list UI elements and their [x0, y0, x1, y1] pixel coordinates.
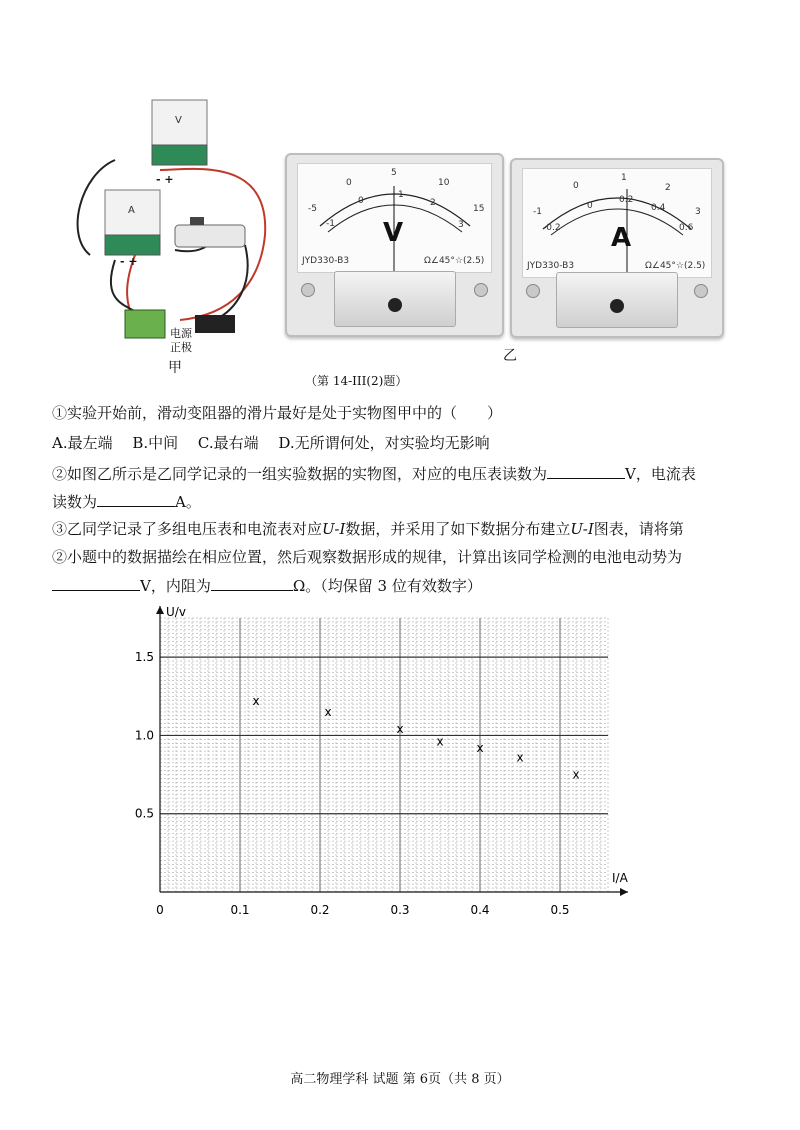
- q2-text-c: 读数为: [52, 493, 98, 511]
- a-bot-2: 0.2: [619, 195, 634, 205]
- q2-text-b: V，电流表: [625, 465, 696, 483]
- y-tick-label: 1.5: [134, 650, 154, 665]
- y-axis-label: U/v: [166, 605, 186, 619]
- zero-adjust-knob: [388, 298, 402, 312]
- ammeter-adjuster-window: [556, 272, 678, 328]
- q3-text-e: Ω。（均保留 3 位有效数字）: [292, 577, 482, 595]
- q2-text-d: A。: [175, 493, 201, 511]
- v-top-2: 5: [391, 168, 397, 178]
- graph-grid: [160, 618, 608, 892]
- q2-text-a: ②如图乙所示是乙同学记录的一组实验数据的实物图，对应的电压表读数为: [52, 465, 548, 483]
- power-label-2: 正极: [170, 341, 192, 354]
- ammeter-terminal-label: - +: [120, 255, 138, 268]
- a-top-2: 1: [621, 173, 627, 183]
- question-1-options: A.最左端 B.中间 C.最右端 D.无所谓何处，对实验均无影响: [52, 434, 490, 452]
- a-bot-3: 0.4: [651, 203, 666, 213]
- page-footer: 高二物理学科 试题 第 6页（共 8 页）: [290, 1072, 510, 1087]
- a-bot-0: -0.2: [543, 223, 561, 233]
- x-tick-label: 0: [156, 903, 164, 917]
- question-3-line-2: ②小题中的数据描绘在相应位置，然后观察数据形成的规律，计算出该同学检测的电池电动势为: [52, 548, 683, 566]
- ammeter-spec: Ω∠45°☆(2.5): [645, 261, 706, 271]
- a-bot-1: 0: [587, 201, 593, 211]
- y-tick-label: 1.0: [134, 728, 154, 743]
- resistance-answer-blank[interactable]: [211, 574, 293, 591]
- q3-text-d: V，内阻为: [140, 577, 211, 595]
- figure-jia: [60, 85, 275, 375]
- y-tick-label: 0.5: [134, 806, 154, 821]
- data-point-marker: x: [572, 767, 580, 782]
- q3-text-c: 图表，请将第: [593, 520, 684, 538]
- emf-answer-blank[interactable]: [52, 574, 140, 591]
- x-axis-label: I/A: [612, 871, 628, 885]
- question-1: ①实验开始前，滑动变阻器的滑片最好是处于实物图甲中的（ ）: [52, 404, 503, 422]
- current-answer-blank[interactable]: [97, 490, 175, 507]
- voltmeter-spec: Ω∠45°☆(2.5): [424, 256, 485, 266]
- meter-voltmeter: [285, 153, 504, 337]
- voltmeter-symbol-big: V: [383, 218, 404, 248]
- v-bot-4: 3: [458, 220, 464, 230]
- a-top-4: 3: [695, 207, 701, 217]
- v-top-3: 10: [438, 178, 450, 188]
- x-tick-label: 0.5: [550, 903, 570, 917]
- v-top-0: -5: [308, 204, 317, 214]
- voltmeter-terminal-label: - +: [156, 173, 174, 186]
- voltmeter-adjuster-window: [334, 271, 456, 327]
- data-point-marker: x: [476, 740, 484, 755]
- v-top-1: 0: [346, 178, 352, 188]
- ui-graph: [120, 600, 640, 920]
- ammeter-symbol: A: [128, 205, 135, 216]
- circuit-photo: [60, 85, 275, 375]
- a-bot-4: 0.6: [679, 223, 694, 233]
- voltage-answer-blank[interactable]: [547, 462, 625, 479]
- q3-text-a: ③乙同学记录了多组电压表和电流表对应: [52, 520, 323, 538]
- v-top-4: 15: [473, 204, 485, 214]
- terminal-screw: [301, 283, 315, 297]
- question-3-line-3: [52, 574, 482, 597]
- question-2-line-2: [52, 490, 201, 513]
- figure-yi-label: 乙: [503, 348, 517, 364]
- data-point-marker: x: [324, 704, 332, 719]
- data-point-marker: x: [436, 734, 444, 749]
- x-tick-label: 0.4: [470, 903, 490, 917]
- data-point-marker: x: [396, 722, 404, 737]
- voltmeter-model: JYD330-B3: [302, 256, 350, 266]
- power-label-1: 电源: [170, 327, 192, 340]
- ammeter-face: [522, 168, 712, 278]
- v-bot-0: -1: [326, 219, 335, 229]
- ammeter-symbol-big: A: [611, 223, 632, 253]
- data-point-marker: x: [252, 693, 260, 708]
- ammeter-model: JYD330-B3: [527, 261, 575, 271]
- terminal-screw: [526, 284, 540, 298]
- a-top-3: 2: [665, 183, 671, 193]
- graph-tick-labels: [135, 605, 629, 917]
- y-axis-arrow: [156, 606, 164, 614]
- x-tick-label: 0.2: [310, 903, 330, 917]
- terminal-screw: [694, 284, 708, 298]
- v-bot-3: 2: [430, 198, 436, 208]
- zero-adjust-knob: [610, 299, 624, 313]
- figure-jia-label: 甲: [168, 360, 182, 376]
- a-top-1: 0: [573, 181, 579, 191]
- q3-ui-2: U-I: [570, 520, 594, 538]
- meter-ammeter: [510, 158, 724, 338]
- x-axis-arrow: [620, 888, 628, 896]
- q3-ui-1: U-I: [322, 520, 346, 538]
- v-bot-1: 0: [358, 196, 364, 206]
- question-2-line-1: [52, 462, 696, 485]
- figure-caption: （第 14-III(2)题）: [305, 374, 408, 388]
- a-top-0: -1: [533, 207, 542, 217]
- x-tick-label: 0.1: [230, 903, 250, 917]
- q3-text-b: 数据，并采用了如下数据分布建立: [345, 520, 571, 538]
- voltmeter-face: [297, 163, 492, 273]
- question-3-line-1: [52, 518, 684, 540]
- voltmeter-symbol: V: [175, 115, 182, 126]
- x-tick-label: 0.3: [390, 903, 410, 917]
- v-bot-2: 1: [398, 190, 404, 200]
- data-point-marker: x: [516, 750, 524, 765]
- terminal-screw: [474, 283, 488, 297]
